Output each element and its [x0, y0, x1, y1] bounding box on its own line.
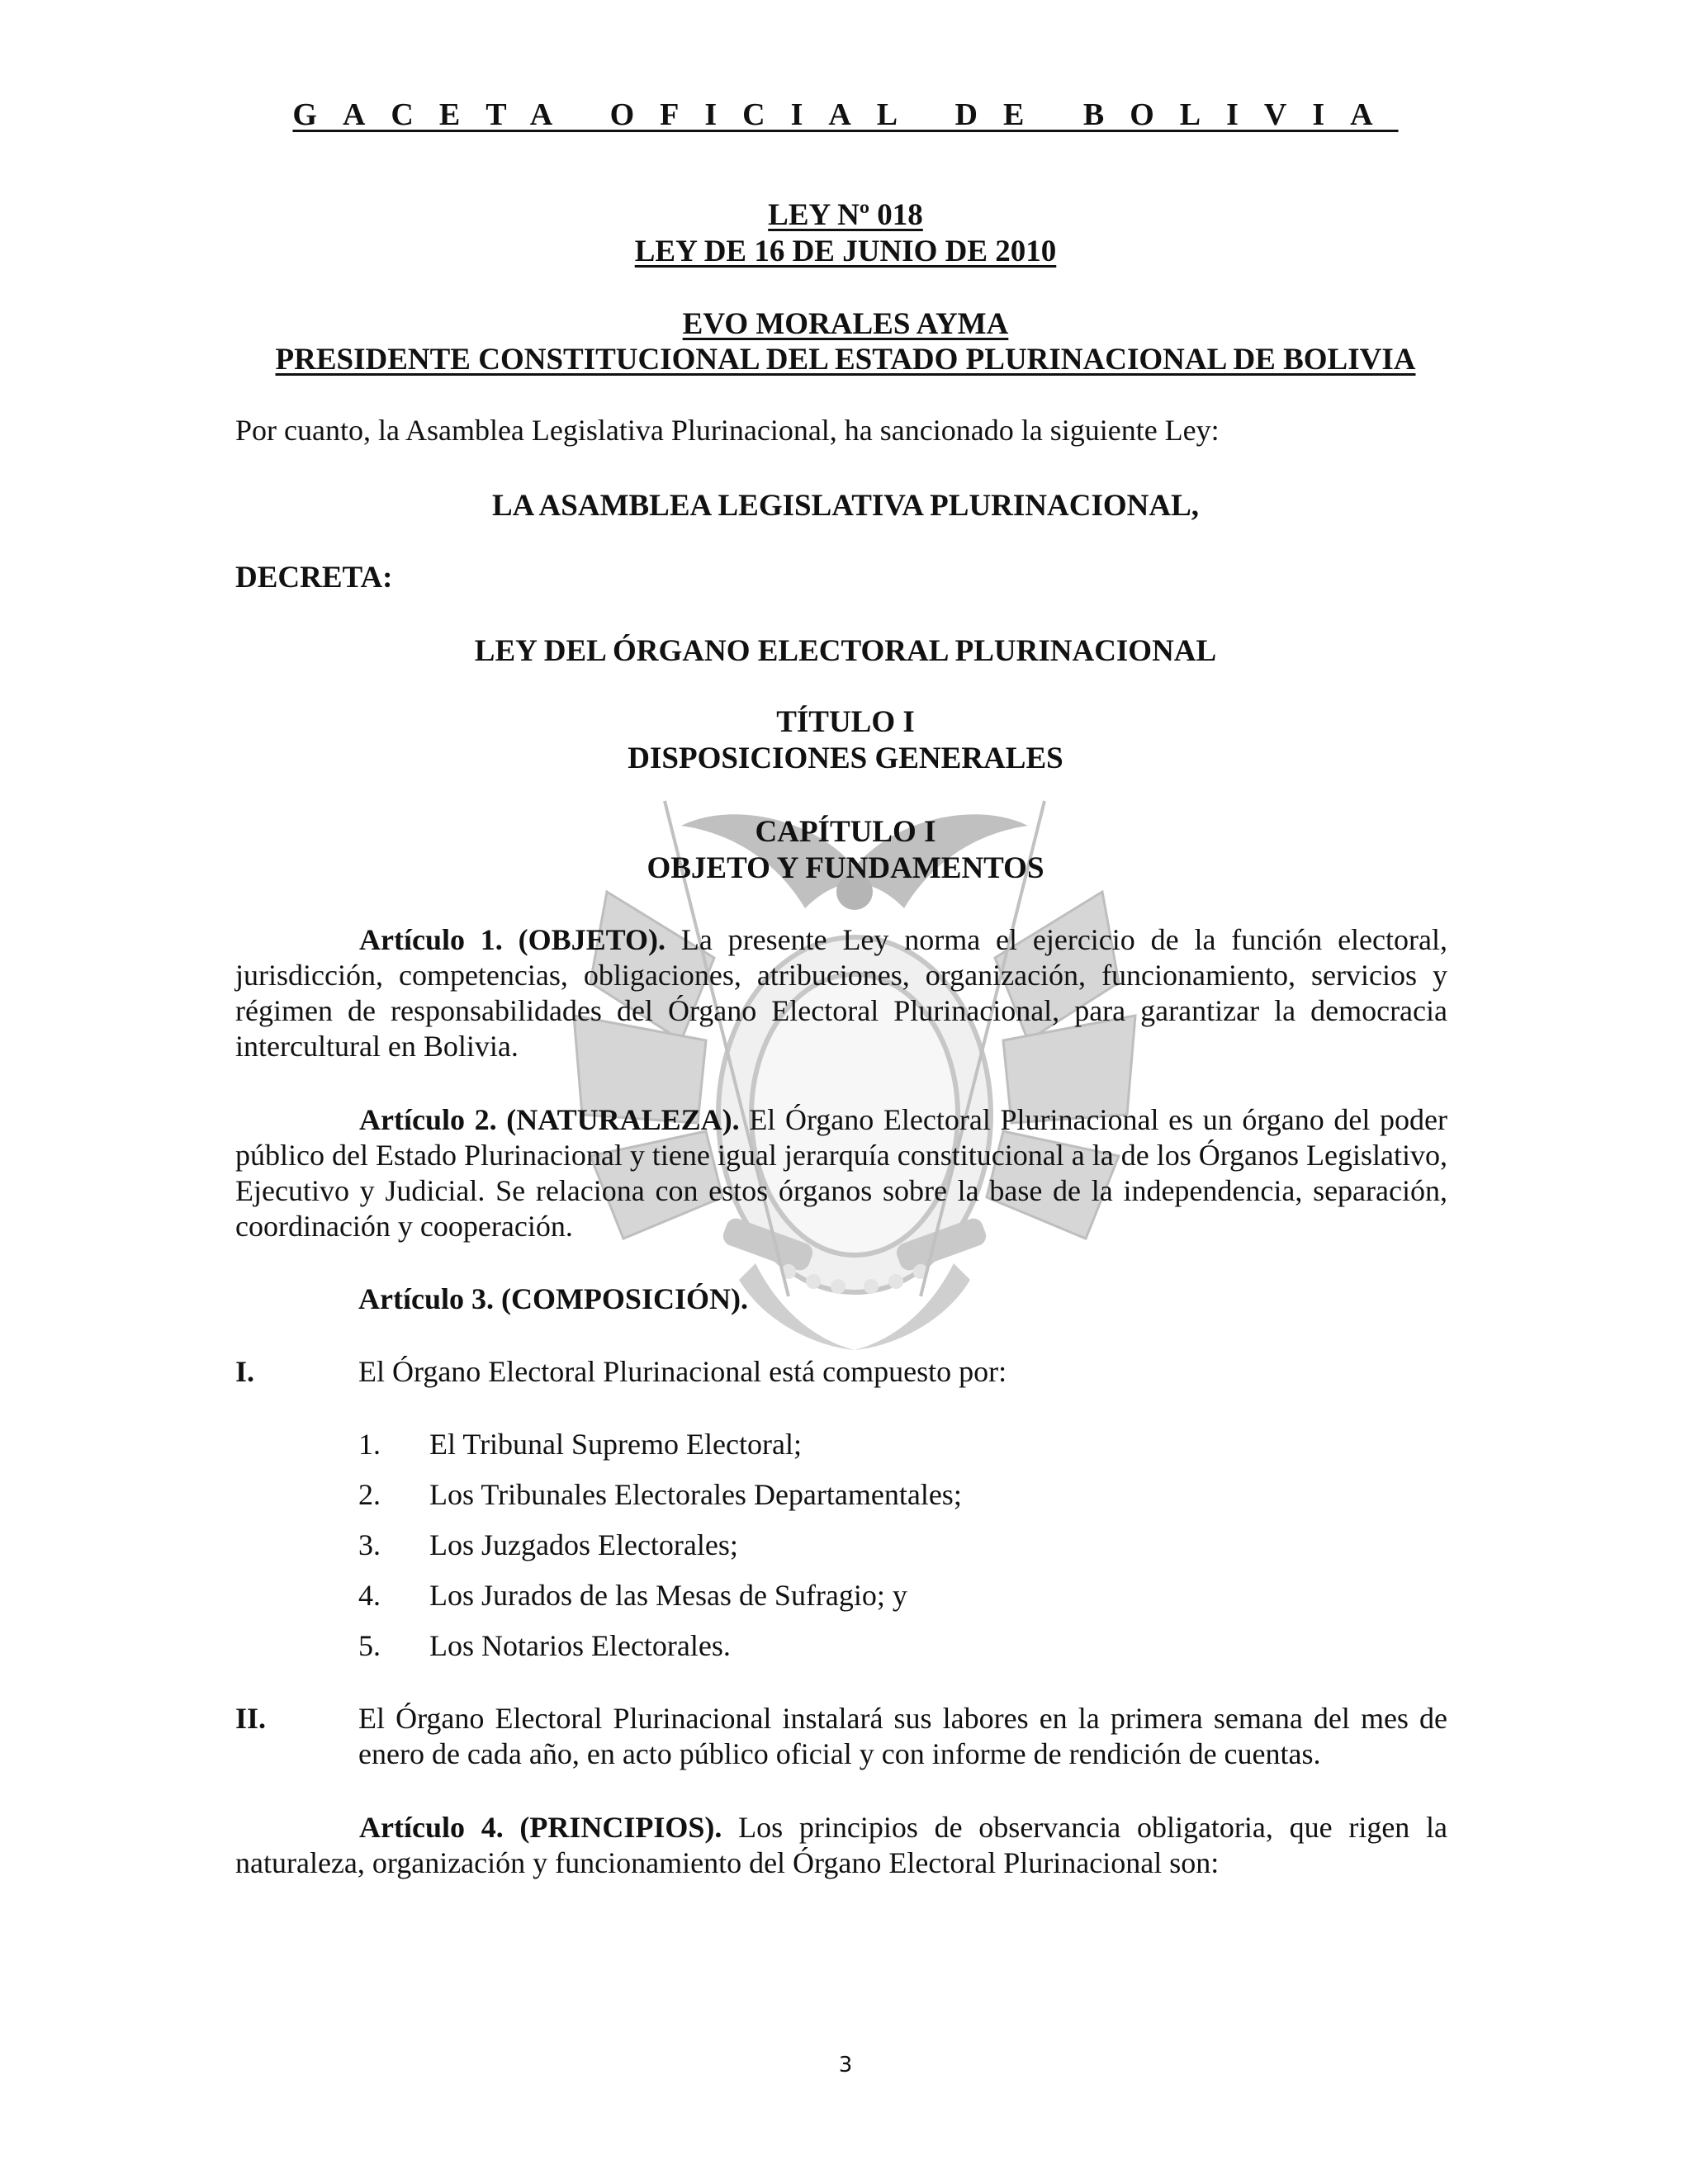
list-item — [358, 1477, 962, 1513]
list-item-text: Los Juzgados Electorales; — [429, 1528, 738, 1561]
section-roman-2: II. — [235, 1702, 267, 1735]
article-1-heading: Artículo 1. (OBJETO). — [359, 923, 666, 956]
article-2-heading: Artículo 2. (NATURALEZA). — [359, 1103, 740, 1136]
list-item-text: Los Jurados de las Mesas de Sufragio; y — [429, 1579, 907, 1612]
titulo-name: DISPOSICIONES GENERALES — [628, 741, 1063, 775]
section-roman-1: I. — [235, 1355, 255, 1388]
list-item — [358, 1628, 731, 1664]
titulo-label: TÍTULO I — [776, 705, 915, 739]
list-item-number: 1. — [358, 1428, 381, 1461]
list-item-number: 3. — [358, 1528, 381, 1561]
section-2-text: El Órgano Electoral Plurinacional instalará sus labores en la primera semana del mes de enero de cada año, en acto público oficial y con informe de rendición de cuentas. — [358, 1702, 1447, 1770]
list-item — [358, 1578, 907, 1613]
capitulo-name: OBJETO Y FUNDAMENTOS — [647, 851, 1044, 885]
article-4-heading: Artículo 4. (PRINCIPIOS). — [359, 1811, 722, 1844]
president-title: PRESIDENTE CONSTITUCIONAL DEL ESTADO PLURINACIONAL DE BOLIVIA — [275, 343, 1416, 377]
list-item-text: Los Tribunales Electorales Departamentales; — [429, 1478, 962, 1511]
article-1-text: La presente Ley norma el ejercicio de la función electoral, jurisdicción, competencias, obligaciones, atribuciones, organización, funcionamiento, servicios y régimen de responsabilidades del Órgano Electoral Plurinacional, para garantizar la democracia intercultural en Bolivia. — [235, 923, 1447, 1063]
list-item — [358, 1427, 802, 1462]
assembly-heading: LA ASAMBLEA LEGISLATIVA PLURINACIONAL, — [491, 489, 1200, 523]
list-item-text: El Tribunal Supremo Electoral; — [429, 1428, 802, 1461]
decreta-heading: DECRETA: — [235, 561, 393, 595]
page-number: 3 — [838, 2053, 853, 2077]
article-3-heading: Artículo 3. (COMPOSICIÓN). — [358, 1282, 748, 1315]
law-title: LEY DEL ÓRGANO ELECTORAL PLURINACIONAL — [474, 634, 1217, 668]
law-date: LEY DE 16 DE JUNIO DE 2010 — [634, 235, 1057, 268]
law-number: LEY Nº 018 — [768, 198, 923, 232]
list-item — [358, 1528, 738, 1563]
list-item-number: 2. — [358, 1478, 381, 1511]
list-item-number: 4. — [358, 1579, 381, 1612]
capitulo-label: CAPÍTULO I — [755, 815, 936, 849]
article-4 — [235, 1810, 1447, 1881]
intro-text: Por cuanto, la Asamblea Legislativa Plurinacional, ha sancionado la siguiente Ley: — [235, 414, 1220, 447]
president-name: EVO MORALES AYMA — [682, 307, 1009, 341]
list-item-number: 5. — [358, 1629, 381, 1662]
section-1-text: El Órgano Electoral Plurinacional está compuesto por: — [358, 1355, 1007, 1388]
article-1 — [235, 922, 1447, 1064]
article-4-text: Los principios de observancia obligatoria, que rigen la naturaleza, organización y funcionamiento del Órgano Electoral Plurinacional son: — [235, 1811, 1448, 1879]
gazette-header: GACETA OFICIAL DE BOLIVIA — [292, 97, 1399, 132]
list-item-text: Los Notarios Electorales. — [429, 1629, 731, 1662]
article-2 — [235, 1102, 1447, 1244]
article-2-text: El Órgano Electoral Plurinacional es un órgano del poder público del Estado Plurinacional y tiene igual jerarquía constitucional a la de los Órganos Legislativo, Ejecutivo y Judicial. Se relaciona con estos órganos sobre la base de la independencia, separación, coordinación y cooperación. — [235, 1103, 1448, 1243]
